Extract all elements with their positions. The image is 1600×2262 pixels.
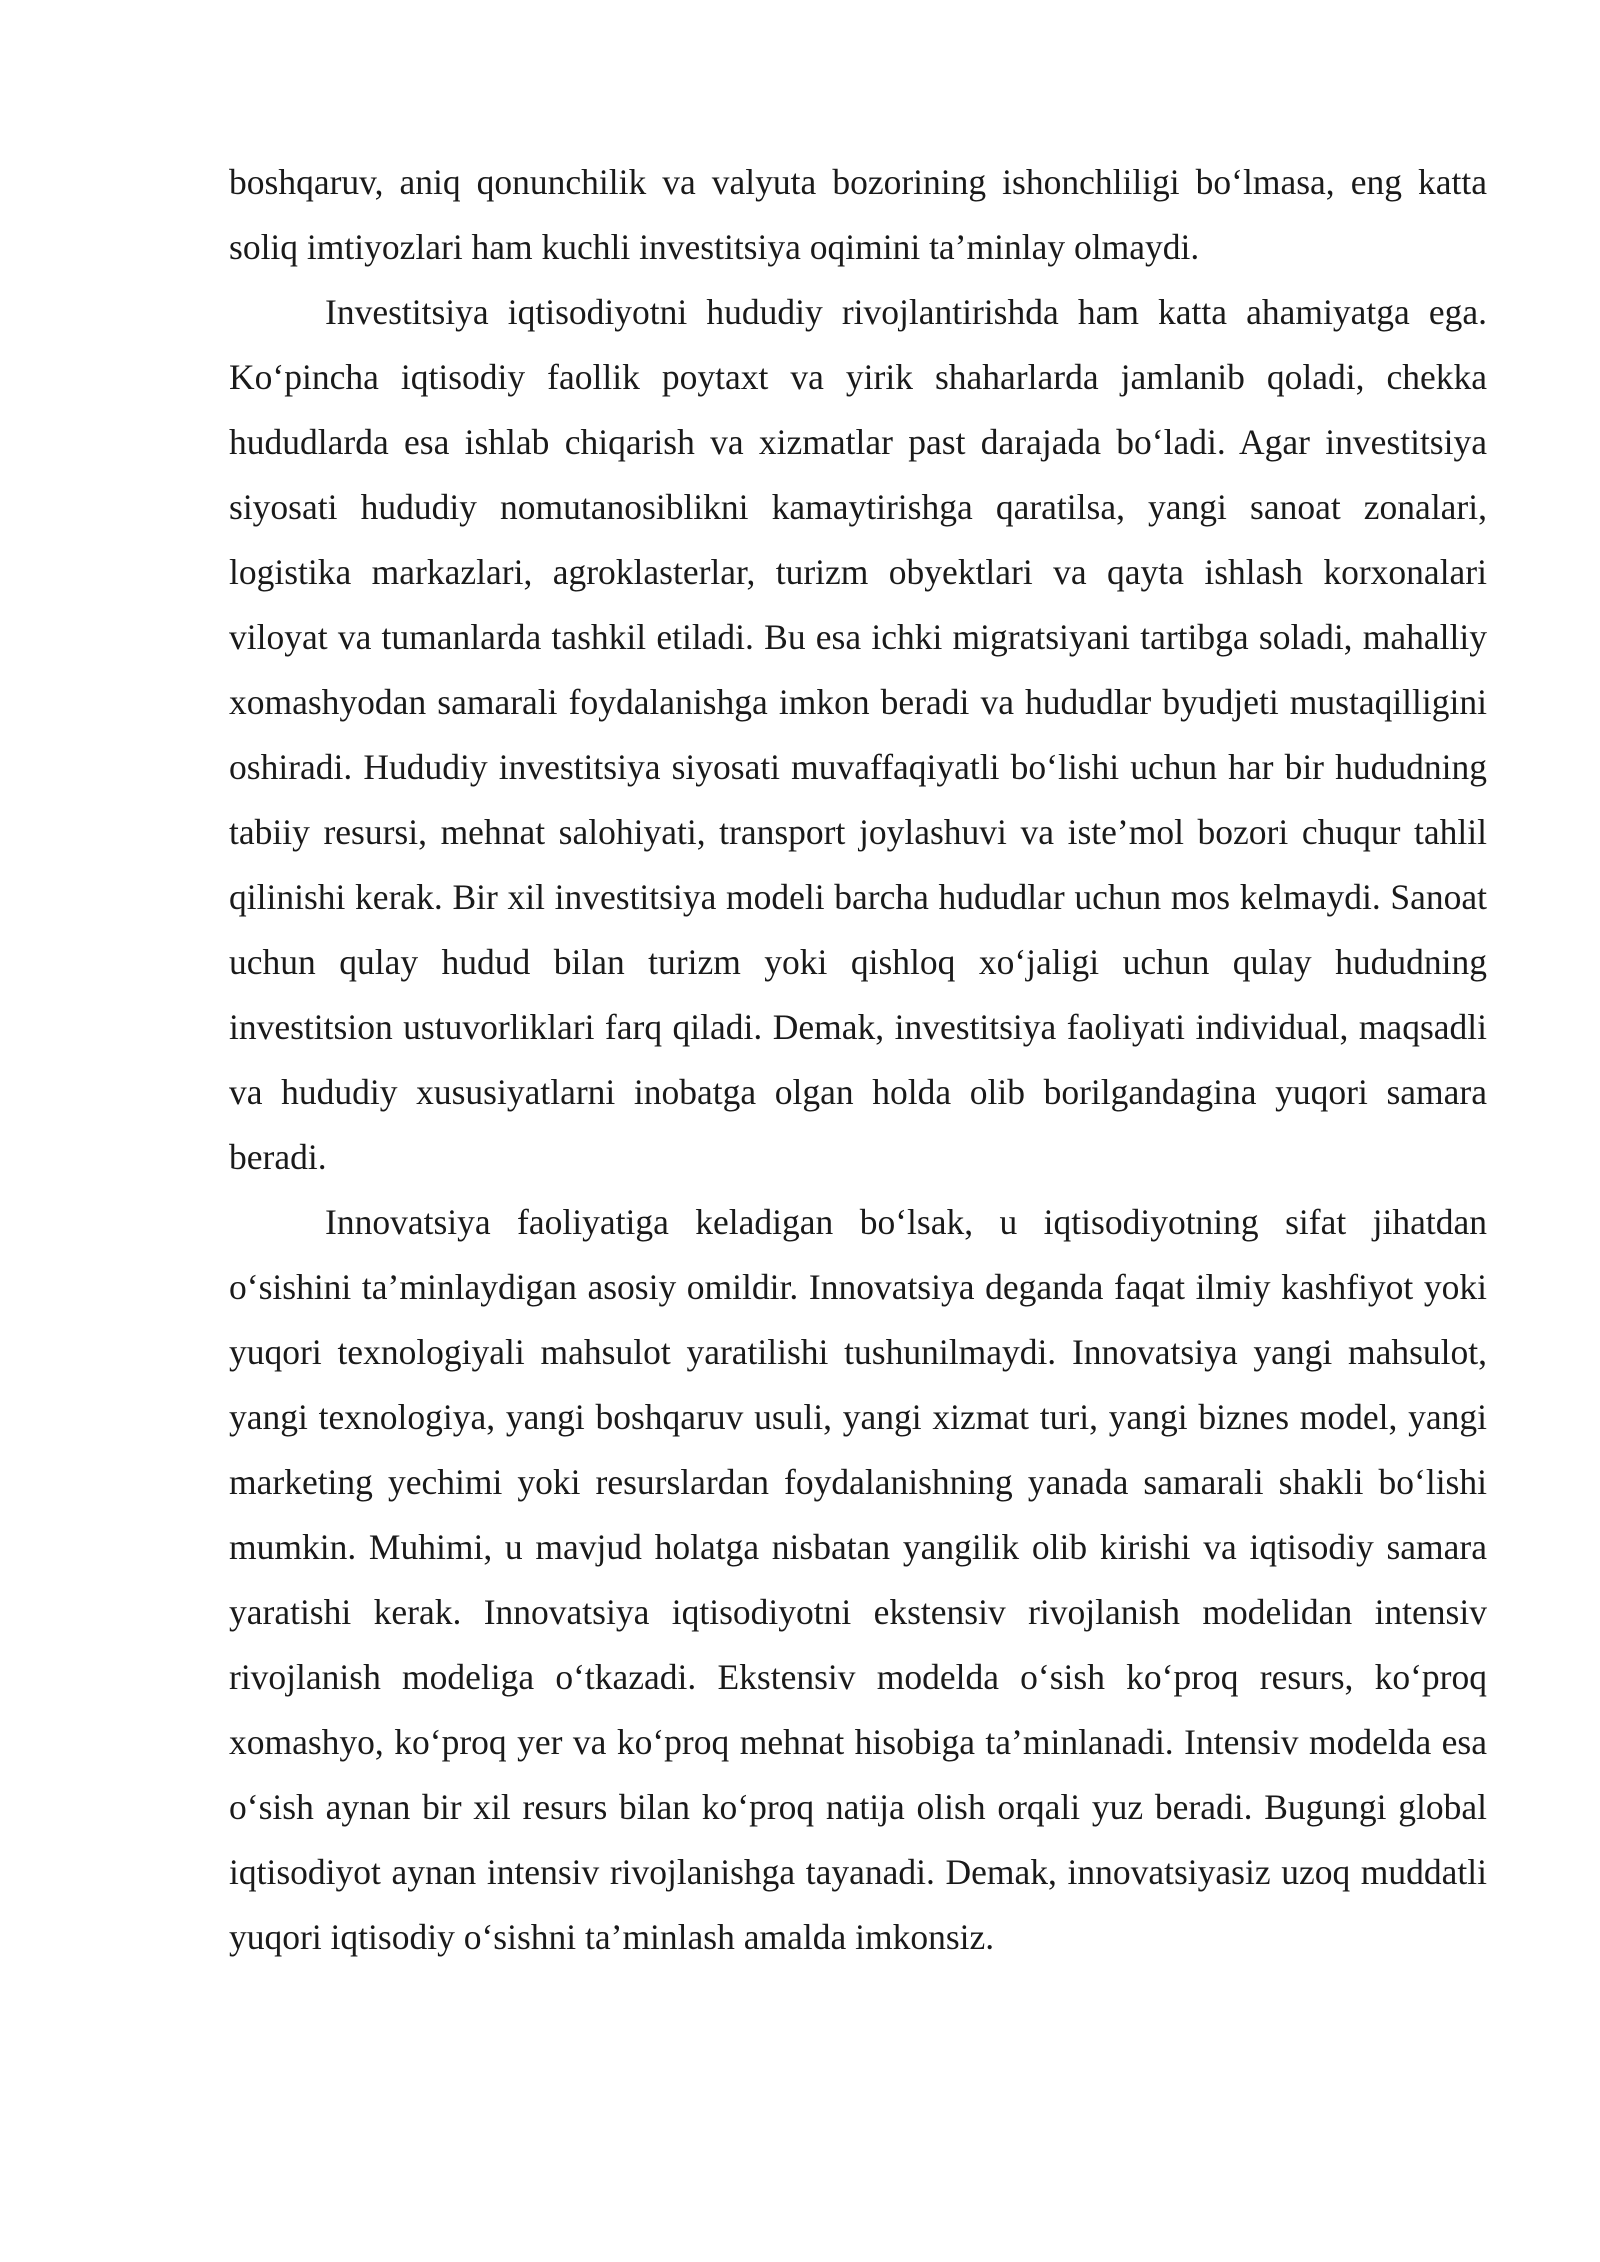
body-text bbox=[229, 150, 1487, 1970]
paragraph-regional-investment: Investitsiya iqtisodiyotni hududiy rivojlantirishda ham katta ahamiyatga ega. Ko‘pincha iqtisodiy faollik poytaxt va yirik shaharlarda jamlanib qoladi, chekka hududlarda esa ishlab chiqarish va xizmatlar past darajada bo‘ladi. Agar investitsiya siyosati hududiy nomutanosiblikni kamaytirishga qaratilsa, yangi sanoat zonalari, logistika markazlari, agroklasterlar, turizm obyektlari va qayta ishlash korxonalari viloyat va tumanlarda tashkil etiladi. Bu esa ichki migratsiyani tartibga soladi, mahalliy xomashyodan samarali foydalanishga imkon beradi va hududlar byudjeti mustaqilligini oshiradi. Hududiy investitsiya siyosati muvaffaqiyatli bo‘lishi uchun har bir hududning tabiiy resursi, mehnat salohiyati, transport joylashuvi va iste’mol bozori chuqur tahlil qilinishi kerak. Bir xil investitsiya modeli barcha hududlar uchun mos kelmaydi. Sanoat uchun qulay hudud bilan turizm yoki qishloq xo‘jaligi uchun qulay hududning investitsion ustuvorliklari farq qiladi. Demak, investitsiya faoliyati individual, maqsadli va hududiy xususiyatlarni inobatga olgan holda olib borilgandagina yuqori samara beradi. bbox=[229, 292, 1487, 1177]
paragraph-innovation: Innovatsiya faoliyatiga keladigan bo‘lsak, u iqtisodiyotning sifat jihatdan o‘sishini ta’minlaydigan asosiy omildir. Innovatsiya deganda faqat ilmiy kashfiyot yoki yuqori texnologiyali mahsulot yaratilishi tushunilmaydi. Innovatsiya yangi mahsulot, yangi texnologiya, yangi boshqaruv usuli, yangi xizmat turi, yangi biznes model, yangi marketing yechimi yoki resurslardan foydalanishning yanada samarali shakli bo‘lishi mumkin. Muhimi, u mavjud holatga nisbatan yangilik olib kirishi va iqtisodiy samara yaratishi kerak. Innovatsiya iqtisodiyotni ekstensiv rivojlanish modelidan intensiv rivojlanish modeliga o‘tkazadi. Ekstensiv modelda o‘sish ko‘proq resurs, ko‘proq xomashyo, ko‘proq yer va ko‘proq mehnat hisobiga ta’minlanadi. Intensiv modelda esa o‘sish aynan bir xil resurs bilan ko‘proq natija olish orqali yuz beradi. Bugungi global iqtisodiyot aynan intensiv rivojlanishga tayanadi. Demak, innovatsiyasiz uzoq muddatli yuqori iqtisodiy o‘sishni ta’minlash amalda imkonsiz. bbox=[229, 1202, 1487, 1957]
paragraph-continuation: boshqaruv, aniq qonunchilik va valyuta bozorining ishonchliligi bo‘lmasa, eng katta soliq imtiyozlari ham kuchli investitsiya oqimini ta’minlay olmaydi. bbox=[229, 162, 1487, 267]
